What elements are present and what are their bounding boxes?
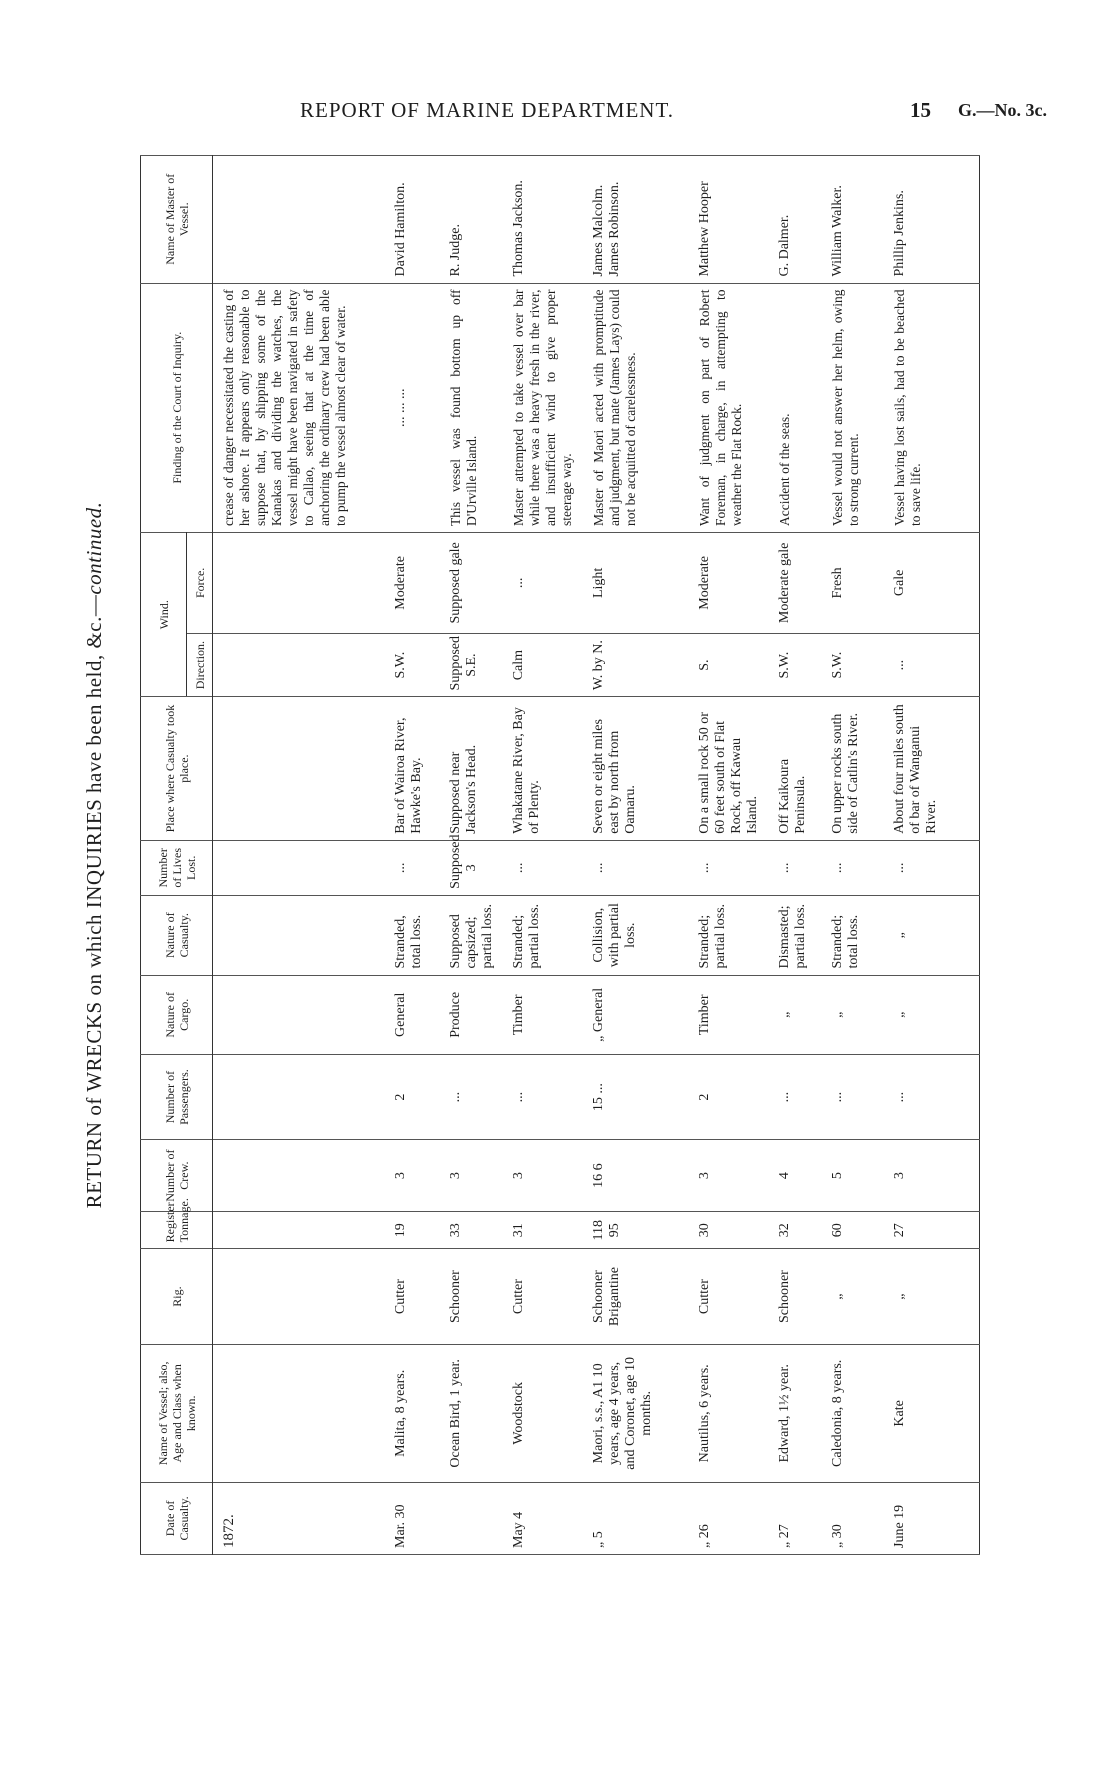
table-row — [503, 156, 583, 1555]
paper-reference: G.—No. 3c. — [958, 100, 1047, 120]
cell-date: June 19 — [884, 1482, 980, 1554]
cell-direction: W. by N. — [583, 633, 689, 697]
cell-crew: 16 6 — [583, 1140, 689, 1212]
cell-crew: 3 — [689, 1140, 769, 1212]
cell-casualty: Stranded, total loss. — [385, 895, 440, 975]
cell-finding: Vessel having lost sails, had to be beached to save life. — [884, 283, 980, 532]
cell-master: Matthew Hooper — [689, 156, 769, 284]
cell-rig: Cutter — [503, 1249, 583, 1345]
col-crew: Number of Crew. — [141, 1140, 213, 1212]
col-casualty: Nature of Casualty. — [141, 895, 213, 975]
cell-rig: „ — [822, 1249, 884, 1345]
cell-force: Gale — [884, 532, 980, 633]
cell-cargo: „ — [884, 975, 980, 1055]
cell-place: Seven or eight miles east by north from Oamaru. — [583, 697, 689, 840]
table-row — [583, 156, 689, 1555]
cell-date: Mar. 30 — [385, 1482, 440, 1554]
cell-cargo: „ — [822, 975, 884, 1055]
cell-date: May 4 — [503, 1482, 583, 1554]
cell-crew: 4 — [769, 1140, 822, 1212]
cell-passengers: 2 — [385, 1055, 440, 1140]
cell-force: Moderate — [689, 532, 769, 633]
cell-casualty: Stranded; total loss. — [822, 895, 884, 975]
page-header — [0, 96, 1114, 136]
col-lives: Number of Lives Lost. — [141, 840, 213, 895]
cell-finding: Accident of the seas. — [769, 283, 822, 532]
cell-passengers: ... — [822, 1055, 884, 1140]
table-caption — [82, 155, 107, 1555]
cell-date: „ 26 — [689, 1482, 769, 1554]
cell-rig: Cutter — [689, 1249, 769, 1345]
cell-casualty: Supposed capsized; partial loss. — [440, 895, 503, 975]
col-date: Date of Casualty. — [141, 1482, 213, 1554]
table-row — [385, 156, 440, 1555]
cell-casualty: Stranded; partial loss. — [503, 895, 583, 975]
cell-direction: S.W. — [769, 633, 822, 697]
cell-lives: ... — [385, 840, 440, 895]
page-number: 15 — [910, 98, 931, 122]
wrecks-table — [140, 155, 980, 1555]
cell-finding: Want of judgment on part of Robert Foreman, in charge, in attempting to weather the Flat Rock. — [689, 283, 769, 532]
cell-crew: 3 — [440, 1140, 503, 1212]
cell-lives: ... — [583, 840, 689, 895]
cell-passengers: 2 — [689, 1055, 769, 1140]
cell-tonnage: 118 95 — [583, 1212, 689, 1249]
cell-casualty: Stranded; partial loss. — [689, 895, 769, 975]
cell-finding: crease of danger necessitated the casting of her ashore. It appears only reasonable to suppose that, by shipping some of the Kanakas and dividing the watches, the vessel might have been navigated in safety to Callao, seeing that at the time of anchoring the ordinary crew had been able to pump the vessel almost clear of water. — [213, 283, 385, 532]
cell-crew: 3 — [884, 1140, 980, 1212]
cell-place: On a small rock 50 or 60 feet south of Flat Rock, off Kawau Island. — [689, 697, 769, 840]
cell-master: R. Judge. — [440, 156, 503, 284]
col-cargo: Nature of Cargo. — [141, 975, 213, 1055]
cell-vessel: Kate — [884, 1344, 980, 1482]
cell-cargo: Timber — [503, 975, 583, 1055]
cell-force: Fresh — [822, 532, 884, 633]
cell-finding: Vessel would not answer her helm, owing to strong current. — [822, 283, 884, 532]
cell-date: 1872. — [213, 1482, 385, 1554]
caption-main: RETURN of WRECKS on which INQUIRIES have been held, &c.— — [82, 594, 106, 1209]
col-tonnage: Register Tonnage. — [141, 1212, 213, 1249]
col-vessel: Name of Vessel; also, Age and Class when known. — [141, 1344, 213, 1482]
cell-casualty: Collision, with partial loss. — [583, 895, 689, 975]
cell-casualty: „ — [884, 895, 980, 975]
cell-tonnage: 30 — [689, 1212, 769, 1249]
cell-vessel: Malita, 8 years. — [385, 1344, 440, 1482]
col-passengers: Number of Passengers. — [141, 1055, 213, 1140]
cell-crew: 3 — [385, 1140, 440, 1212]
cell-force: Light — [583, 532, 689, 633]
cell-cargo: Timber — [689, 975, 769, 1055]
col-master: Name of Master of Vessel. — [141, 156, 213, 284]
cell-casualty: Dismasted; partial loss. — [769, 895, 822, 975]
cell-vessel: Maori, s.s., A1 10 years, age 4 years, and Coronet, age 10 months. — [583, 1344, 689, 1482]
cell-rig: Schooner — [440, 1249, 503, 1345]
cell-master: Thomas Jackson. — [503, 156, 583, 284]
table-row — [769, 156, 822, 1555]
cell-crew: 5 — [822, 1140, 884, 1212]
cell-passengers: ... — [769, 1055, 822, 1140]
cell-lives: ... — [769, 840, 822, 895]
cell-passengers: ... — [884, 1055, 980, 1140]
cell-crew: 3 — [503, 1140, 583, 1212]
cell-date: „ 30 — [822, 1482, 884, 1554]
cell-vessel: Woodstock — [503, 1344, 583, 1482]
cell-lives: ... — [884, 840, 980, 895]
cell-place: Supposed near Jackson's Head. — [440, 697, 503, 840]
cell-passengers: ... — [440, 1055, 503, 1140]
cell-rig: „ — [884, 1249, 980, 1345]
cell-finding: This vessel was found bottom up off D'Urville Island. — [440, 283, 503, 532]
cell-vessel: Ocean Bird, 1 year. — [440, 1344, 503, 1482]
table-row — [440, 156, 503, 1555]
cell-finding: Master of Maori acted with promptitude and judgment, but mate (James Lays) could not be acquitted of carelessness. — [583, 283, 689, 532]
cell-master: Phillip Jenkins. — [884, 156, 980, 284]
cell-master: David Hamilton. — [385, 156, 440, 284]
cell-cargo: „ — [769, 975, 822, 1055]
cell-tonnage: 31 — [503, 1212, 583, 1249]
cell-tonnage: 33 — [440, 1212, 503, 1249]
cell-finding: ... ... ... — [385, 283, 440, 532]
rotated-table-block — [82, 155, 980, 1555]
cell-force: Moderate — [385, 532, 440, 633]
table-row — [884, 156, 980, 1555]
cell-vessel: Edward, 1½ year. — [769, 1344, 822, 1482]
cell-tonnage: 60 — [822, 1212, 884, 1249]
cell-place: Bar of Wairoa River, Hawke's Bay. — [385, 697, 440, 840]
cell-direction: Supposed S.E. — [440, 633, 503, 697]
cell-master: William Walker. — [822, 156, 884, 284]
cell-force: Moderate gale — [769, 532, 822, 633]
cell-passengers: 15 ... — [583, 1055, 689, 1140]
cell-lives: ... — [503, 840, 583, 895]
cell-finding: Master attempted to take vessel over bar while there was a heavy fresh in the river, and insufficient wind to give proper steerage way. — [503, 283, 583, 532]
caption-continued: continued. — [82, 501, 106, 595]
table-row — [689, 156, 769, 1555]
cell-rig: Schooner Brigantine — [583, 1249, 689, 1345]
cell-direction: S.W. — [822, 633, 884, 697]
cell-date: „ 5 — [583, 1482, 689, 1554]
col-finding: Finding of the Court of Inquiry. — [141, 283, 213, 532]
col-rig: Rig. — [141, 1249, 213, 1345]
cell-passengers: ... — [503, 1055, 583, 1140]
col-place: Place where Casualty took place. — [141, 697, 213, 840]
cell-lives: Supposed 3 — [440, 840, 503, 895]
cell-tonnage: 19 — [385, 1212, 440, 1249]
cell-place: About four miles south of bar of Wanganui River. — [884, 697, 980, 840]
cell-tonnage: 27 — [884, 1212, 980, 1249]
cell-date — [440, 1482, 503, 1554]
cell-force: ... — [503, 532, 583, 633]
report-title: REPORT OF MARINE DEPARTMENT. — [300, 98, 674, 122]
cell-rig: Cutter — [385, 1249, 440, 1345]
cell-cargo: General — [385, 975, 440, 1055]
cell-place: On upper rocks south side of Catlin's River. — [822, 697, 884, 840]
cell-direction: ... — [884, 633, 980, 697]
cell-vessel: Nautilus, 6 years. — [689, 1344, 769, 1482]
cell-rig: Schooner — [769, 1249, 822, 1345]
cell-place: Off Kaikoura Peninsula. — [769, 697, 822, 840]
cell-lives: ... — [822, 840, 884, 895]
cell-direction: Calm — [503, 633, 583, 697]
col-wind-direction: Direction. — [187, 633, 213, 697]
cell-place: Whakatane River, Bay of Plenty. — [503, 697, 583, 840]
cell-vessel: Caledonia, 8 years. — [822, 1344, 884, 1482]
cell-force: Supposed gale — [440, 532, 503, 633]
cell-cargo: Produce — [440, 975, 503, 1055]
cell-direction: S. — [689, 633, 769, 697]
cell-lives: ... — [689, 840, 769, 895]
col-wind-force: Force. — [187, 532, 213, 633]
table-row — [822, 156, 884, 1555]
cell-master: G. Dalmer. — [769, 156, 822, 284]
cell-master: James Malcolm. James Robinson. — [583, 156, 689, 284]
cell-date: „ 27 — [769, 1482, 822, 1554]
cell-direction: S.W. — [385, 633, 440, 697]
col-wind: Wind. — [141, 532, 187, 697]
cell-tonnage: 32 — [769, 1212, 822, 1249]
cell-cargo: „ General — [583, 975, 689, 1055]
